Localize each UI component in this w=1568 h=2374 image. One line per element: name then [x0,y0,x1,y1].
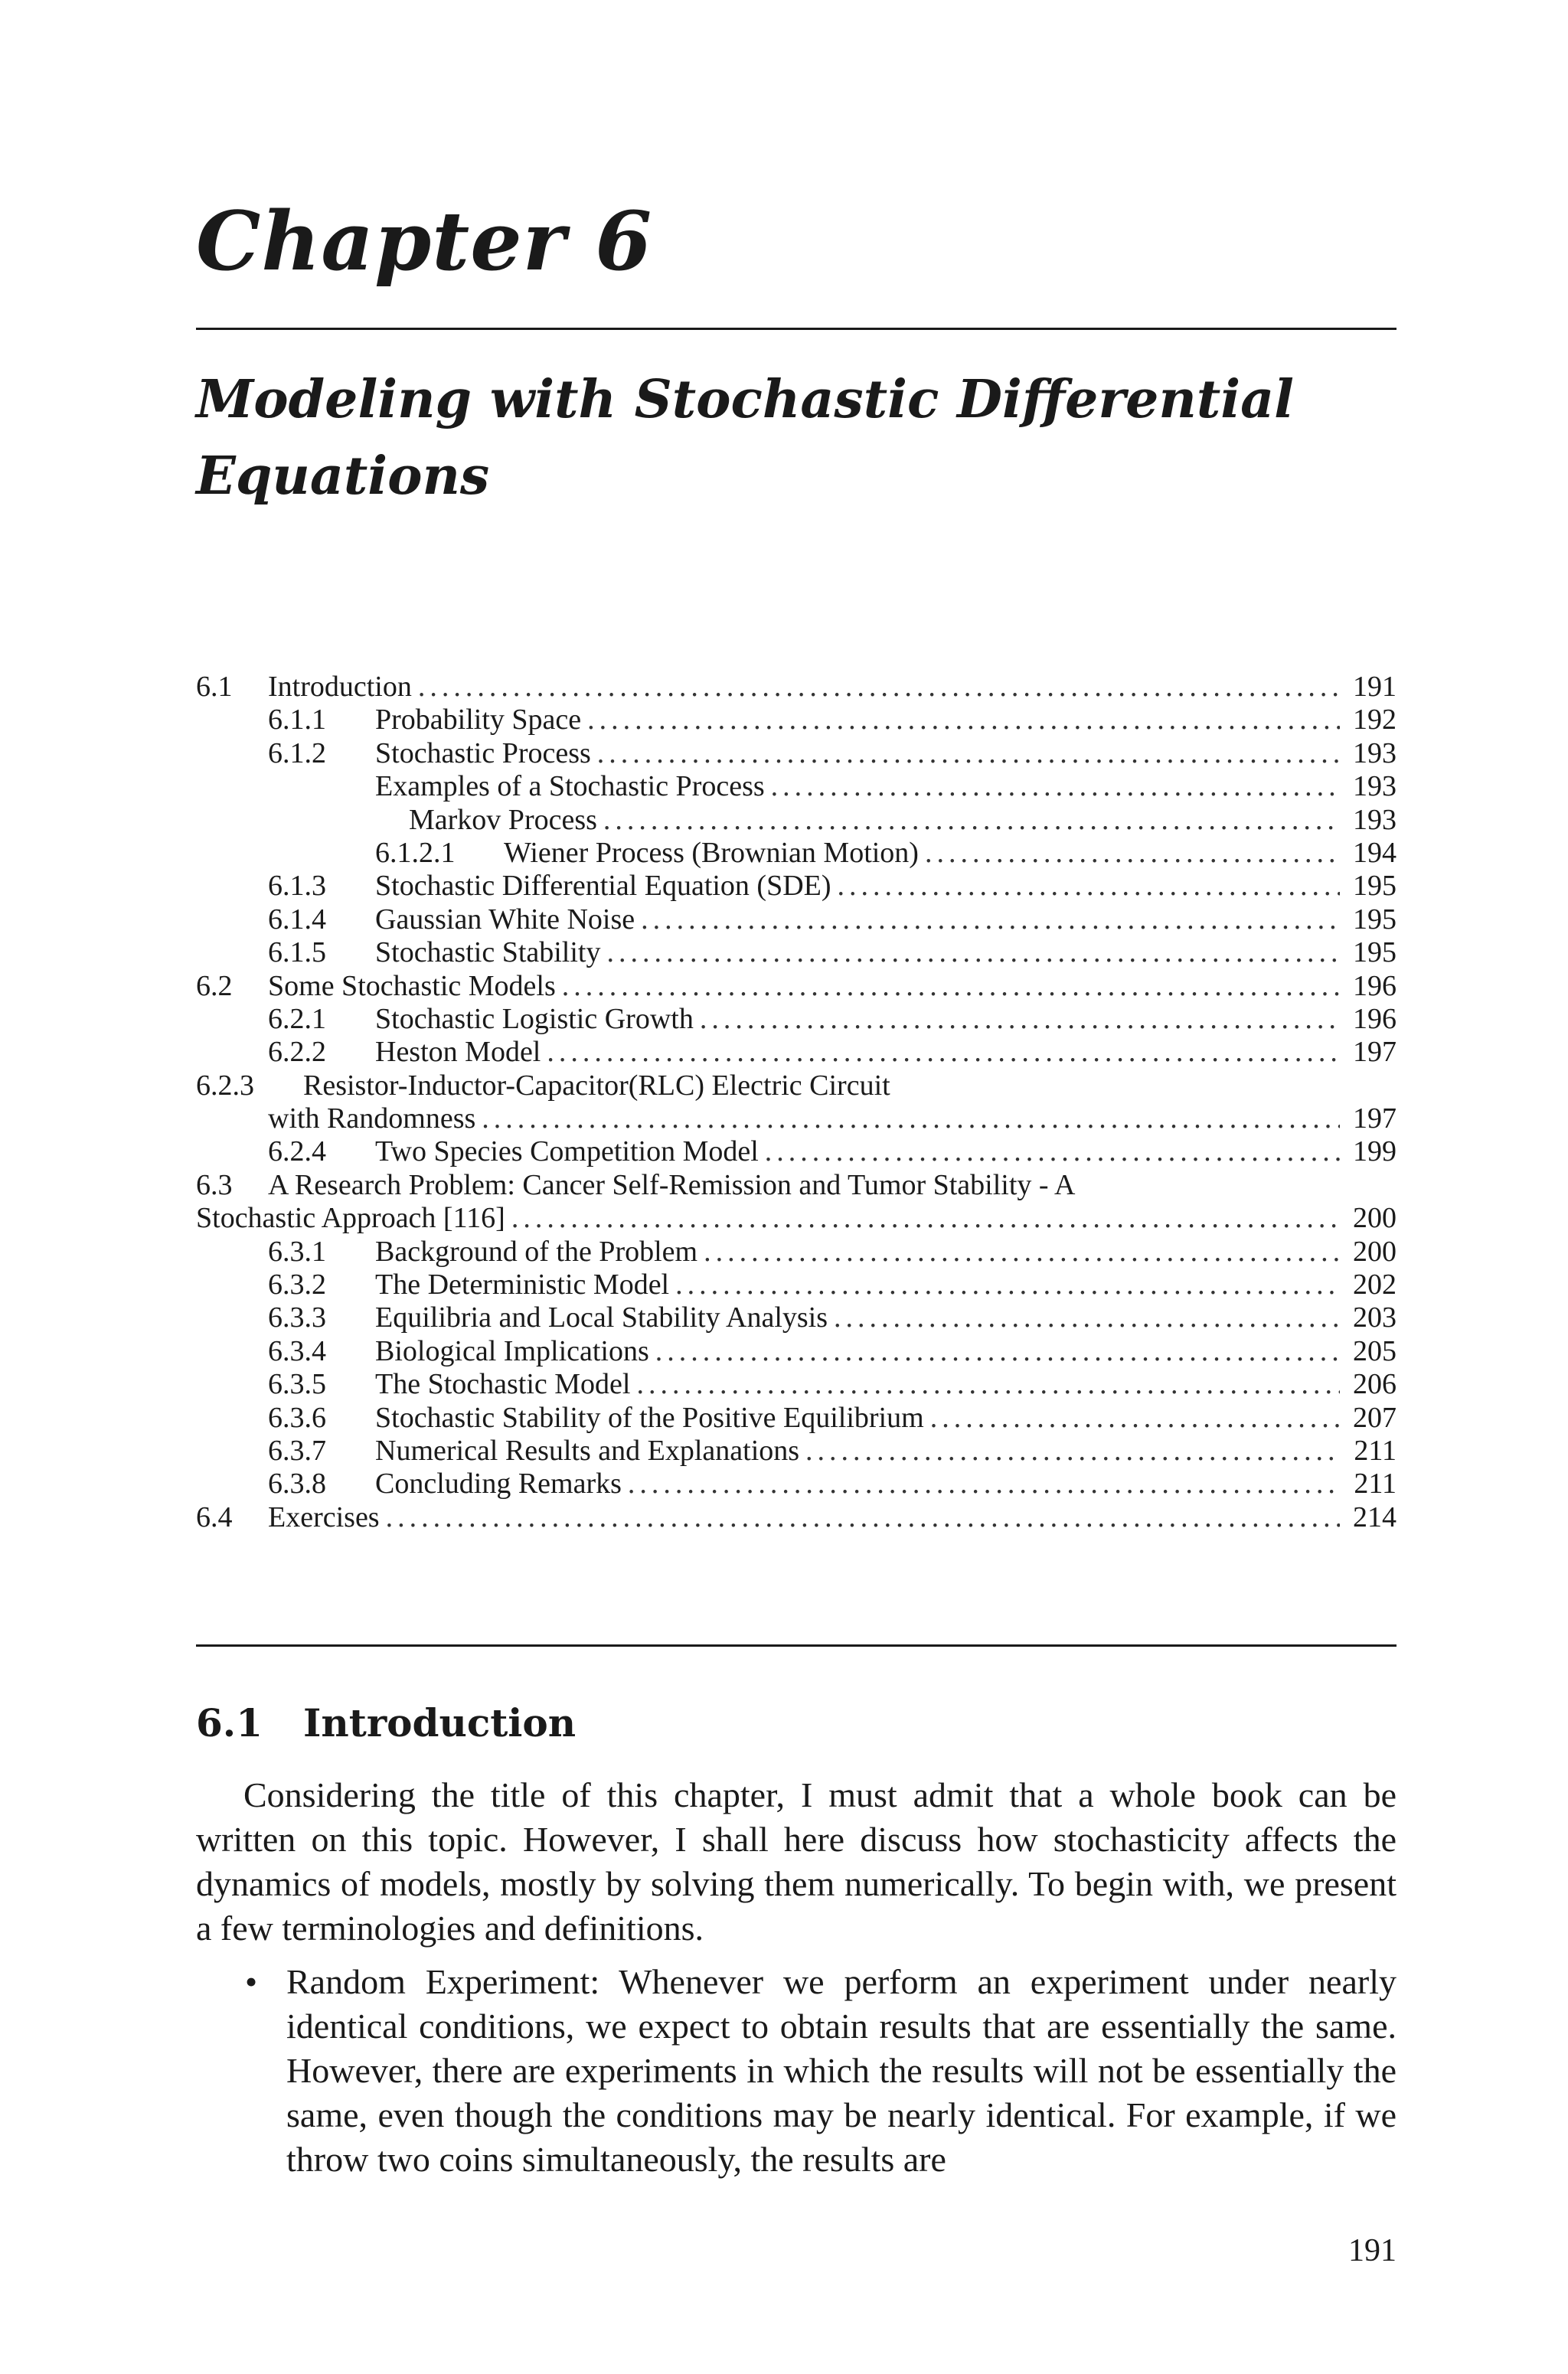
toc-number: 6.3.6 [268,1401,326,1434]
toc-title: Gaussian White Noise [375,903,635,936]
toc-entry [196,1435,1396,1468]
toc-title: Heston Model [375,1036,541,1069]
toc-page: 200 [1353,1202,1396,1235]
toc-page: 207 [1353,1401,1396,1434]
toc-number: 6.2.3 [196,1069,254,1102]
toc-title: A Research Problem: Cancer Self-Remission and Tumor Stability - A [268,1168,1076,1201]
toc-number: 6.1.3 [268,870,326,903]
toc-entry-continuation [196,1102,1396,1135]
toc-leader [482,1102,1340,1135]
toc-number: 6.3.5 [268,1368,326,1401]
toc-entry [196,1236,1396,1269]
toc-leader [834,1301,1340,1334]
toc-number: 6.1.2.1 [375,836,456,869]
toc-title: with Randomness [268,1102,476,1135]
toc-number: 6.3.2 [268,1269,326,1301]
toc-number: 6.3 [196,1168,233,1201]
toc-leader [562,970,1340,1003]
toc-page: 192 [1353,704,1396,736]
toc-number: 6.3.8 [268,1468,326,1500]
toc-title: Wiener Process (Brownian Motion) [504,836,919,869]
toc-leader [628,1468,1340,1500]
toc-title: Background of the Problem [375,1235,698,1268]
toc-entry [196,1368,1396,1401]
toc-title: The Stochastic Model [375,1368,631,1401]
page-number: 191 [1348,2233,1396,2268]
toc-page: 214 [1353,1500,1396,1533]
toc-entry [196,770,1396,803]
toc-entry [196,1169,1396,1202]
toc-title: Markov Process [409,803,597,836]
toc-number: 6.3.7 [268,1434,326,1467]
toc-leader [418,671,1340,704]
toc-title: Introduction [268,671,412,703]
toc-page: 202 [1353,1269,1396,1301]
toc-page: 197 [1353,1036,1396,1069]
toc-leader [606,936,1340,969]
toc-leader [511,1202,1340,1235]
toc-number: 6.3.3 [268,1301,326,1334]
toc-page: 191 [1353,671,1396,703]
toc-number: 6.2.4 [268,1135,326,1168]
toc-page: 199 [1353,1135,1396,1168]
bullet-icon: • [245,1962,258,2001]
toc-title: The Deterministic Model [375,1269,670,1301]
toc-leader [930,1402,1340,1435]
section-title: Introduction [303,1700,577,1745]
toc-leader [704,1236,1340,1269]
toc-title: Biological Implications [375,1334,649,1367]
toc-leader [805,1435,1340,1468]
toc-number: 6.1.1 [268,704,326,736]
toc-leader [765,1135,1340,1168]
toc-title: Stochastic Approach [116] [196,1202,505,1235]
toc-entry [196,737,1396,770]
section-number: 6.1 [196,1700,263,1745]
toc-leader [636,1368,1340,1401]
toc-entry [196,1036,1396,1069]
body-paragraph: Considering the title of this chapter, I must admit that a whole book can be written on this topic. However, I shall here discuss how stochasticity affects the dynamics of models, mostly by solving them numerically. To begin with, we present a few terminologies and definitions. [196,1775,1396,1948]
toc-entry [196,870,1396,903]
toc-rule-bottom [196,1644,1396,1647]
toc-title: Stochastic Stability [375,936,601,969]
toc-entry [196,903,1396,936]
toc-leader [925,837,1340,870]
toc-number: 6.2.1 [268,1002,326,1035]
toc-title: Examples of a Stochastic Process [375,770,765,803]
toc-number: 6.3.1 [268,1235,326,1268]
toc-page: 206 [1353,1368,1396,1401]
toc-leader [603,804,1340,837]
toc-page: 193 [1353,803,1396,836]
toc-page: 195 [1353,936,1396,969]
toc-entry [196,1335,1396,1368]
toc-number: 6.1.2 [268,736,326,769]
toc-entry [196,1069,1396,1102]
toc-page: 211 [1354,1468,1396,1500]
toc-number: 6.1 [196,671,233,703]
toc-entry [196,1468,1396,1500]
toc-title: Stochastic Logistic Growth [375,1002,694,1035]
bullet-text: Random Experiment: Whenever we perform an experiment under nearly identical conditions, we expect to obtain results that are essentially the same. However, there are experiments in which the results will not be essentially the same, even though the conditions may be nearly identical. For example, if we throw two coins simultaneously, the results are [286,1962,1396,2179]
toc-number: 6.3.4 [268,1334,326,1367]
toc-entry [196,704,1396,736]
toc-page: 196 [1353,1002,1396,1035]
toc-entry [196,1301,1396,1334]
section-heading [196,1700,577,1745]
toc-number: 6.2.2 [268,1036,326,1069]
toc-number: 6.1.4 [268,903,326,936]
toc-title: Equilibria and Local Stability Analysis [375,1301,828,1334]
toc-title: Probability Space [375,704,582,736]
toc-leader [838,870,1340,903]
toc-entry [196,671,1396,704]
toc-title: Resistor-Inductor-Capacitor(RLC) Electric Circuit [303,1069,890,1102]
toc-title: Stochastic Process [375,736,591,769]
toc-leader [655,1335,1340,1368]
book-page [196,0,1396,2374]
toc-page: 203 [1353,1301,1396,1334]
toc-page: 200 [1353,1235,1396,1268]
toc-title: Concluding Remarks [375,1468,622,1500]
toc-number: 6.2 [196,969,233,1002]
toc-entry [196,1003,1396,1036]
toc-number: 6.4 [196,1500,233,1533]
toc-page: 211 [1354,1434,1396,1467]
toc-leader [547,1036,1340,1069]
toc-leader [587,704,1340,736]
toc-page: 197 [1353,1102,1396,1135]
toc-entry [196,1135,1396,1168]
toc-page: 205 [1353,1334,1396,1367]
toc-leader [700,1003,1340,1036]
toc-leader [597,737,1340,770]
toc-entry [196,1501,1396,1534]
toc-page: 194 [1353,836,1396,869]
chapter-label: Chapter 6 [196,193,653,289]
toc-page: 195 [1353,903,1396,936]
toc-entry [196,936,1396,969]
table-of-contents [196,671,1396,1534]
toc-entry [196,1402,1396,1435]
toc-leader [771,770,1340,803]
toc-title: Stochastic Stability of the Positive Equilibrium [375,1401,924,1434]
toc-leader [641,903,1340,936]
toc-entry [196,837,1396,870]
chapter-title: Modeling with Stochastic Differential Equations [196,369,1295,507]
toc-page: 193 [1353,736,1396,769]
toc-title: Numerical Results and Explanations [375,1434,800,1467]
toc-page: 196 [1353,969,1396,1002]
toc-title: Exercises [268,1500,380,1533]
toc-entry [196,804,1396,837]
toc-leader [386,1501,1340,1534]
chapter-rule-top [196,328,1396,330]
toc-page: 193 [1353,770,1396,803]
toc-title: Two Species Competition Model [375,1135,759,1168]
toc-leader [675,1269,1340,1301]
toc-page: 195 [1353,870,1396,903]
toc-entry [196,1269,1396,1301]
toc-title: Some Stochastic Models [268,969,556,1002]
toc-entry [196,970,1396,1003]
toc-entry-continuation [196,1202,1396,1235]
toc-number: 6.1.5 [268,936,326,969]
toc-title: Stochastic Differential Equation (SDE) [375,870,831,903]
